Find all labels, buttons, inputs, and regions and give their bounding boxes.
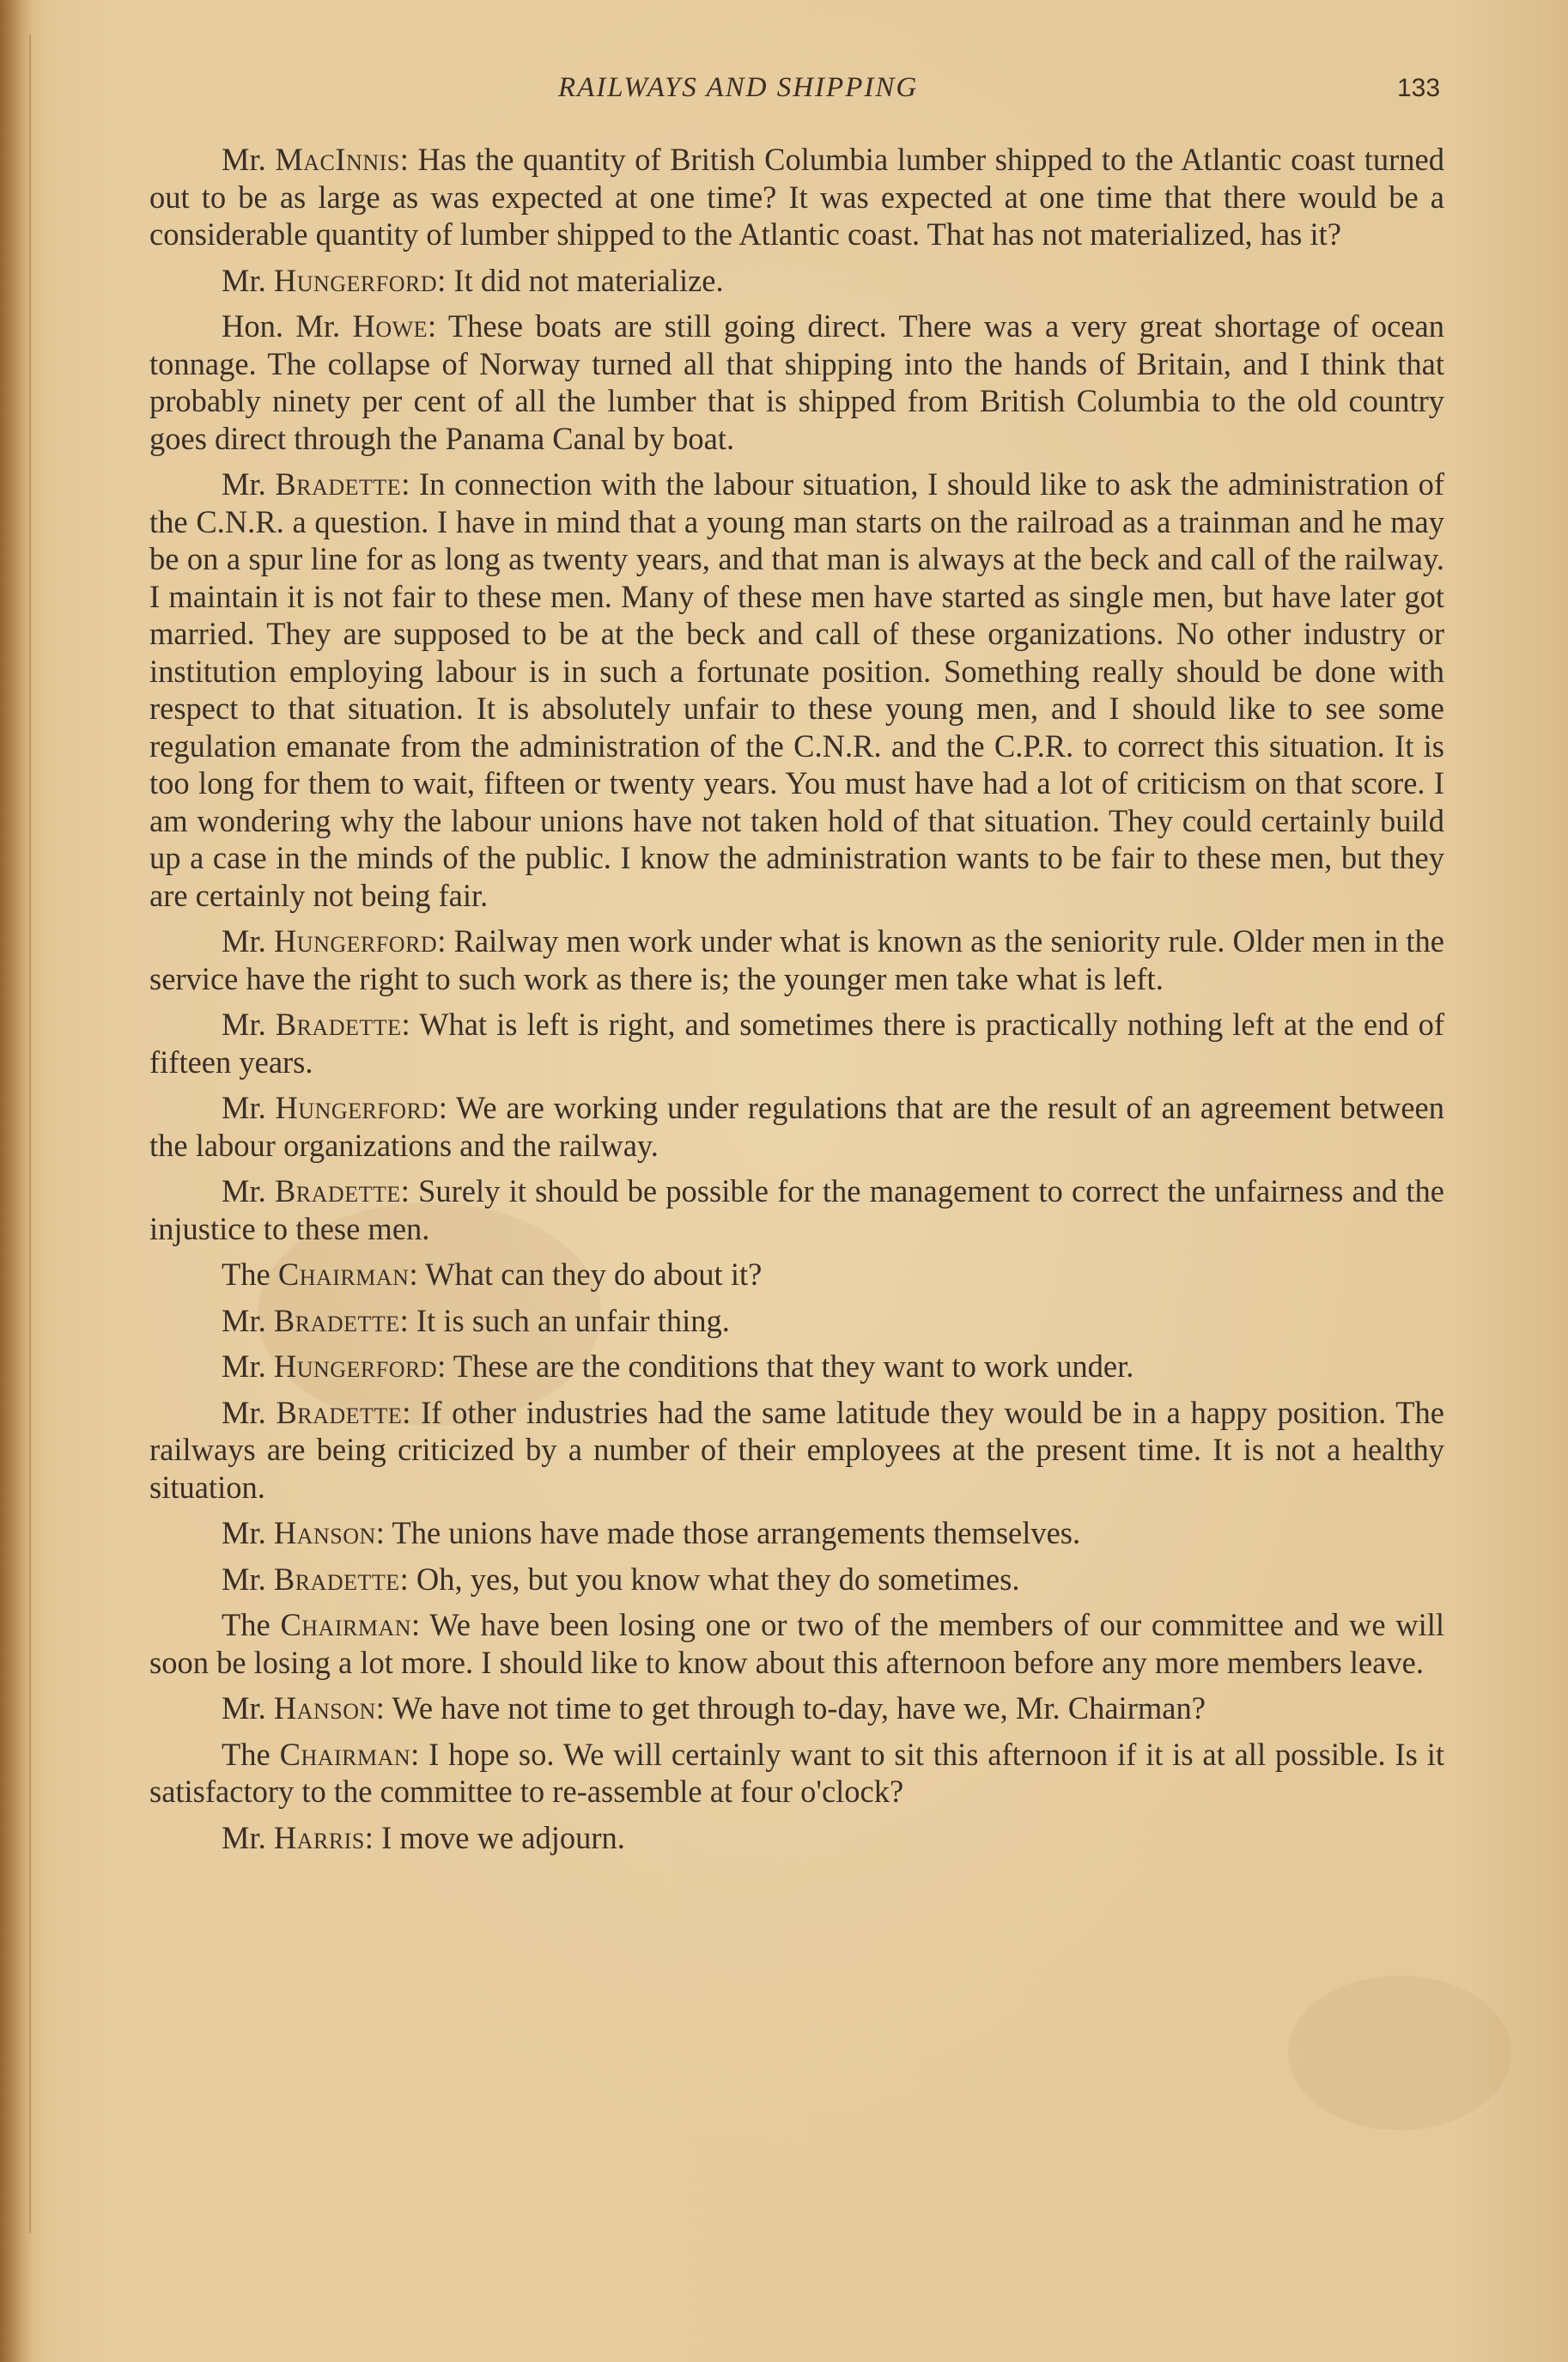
speaker-name: Hungerford xyxy=(273,1348,438,1384)
speaker-name: Chairman xyxy=(277,1257,410,1292)
speaker-name: Bradette xyxy=(273,1561,400,1597)
paragraph-text: Has the quantity of British Columbia lumber shipped to the Atlantic coast turned out to be as large as was expected at one time? It was expected at one time that there would be a considerable quantity of lumber shipped to the Atlantic coast. That has not materialized, has it? xyxy=(149,142,1444,252)
paragraph-text: The unions have made those arrangements themselves. xyxy=(392,1515,1081,1550)
transcript-paragraph: Mr. Hungerford: Railway men work under what is known as the seniority rule. Older men in the service have the right to such work as there is; the younger men take what is left. xyxy=(149,923,1445,996)
speaker-name: Bradette xyxy=(273,1302,400,1338)
transcript-paragraph: The Chairman: I hope so. We will certainly want to sit this afternoon if it is at all possible. Is it satisfactory to the committee to re-assemble at four o'clock? xyxy=(149,1736,1444,1809)
page-number: 133 xyxy=(1397,74,1441,102)
paper-stain xyxy=(1288,1975,1511,2130)
speaker-name: Chairman xyxy=(280,1607,412,1642)
transcript-paragraph: Mr. Hungerford: These are the conditions that they want to work under. xyxy=(222,1348,1134,1384)
page-header xyxy=(0,72,1568,115)
paragraph-text: I hope so. We will certainly want to sit this afternoon if it is at all possible. Is it satisfactory to the committee to re-assemble at four o'clock? xyxy=(149,1736,1444,1809)
speaker-name: Harris xyxy=(273,1819,365,1855)
running-title: RAILWAYS AND SHIPPING xyxy=(558,72,919,103)
speaker-name: Hungerford xyxy=(273,923,438,959)
transcript-paragraph: Mr. Bradette: It is such an unfair thing. xyxy=(222,1302,730,1338)
transcript-paragraph: Mr. Hanson: The unions have made those arrangements themselves. xyxy=(222,1515,1081,1550)
paragraph-text: We have been losing one or two of the members of our committee and we will soon be losing a lot more. I should like to know about this afternoon before any more members leave. xyxy=(149,1607,1444,1680)
paragraph-text: These are the conditions that they want to work under. xyxy=(453,1348,1134,1384)
paragraph-text: It is such an unfair thing. xyxy=(416,1302,730,1338)
transcript-paragraph: The Chairman: We have been losing one or two of the members of our committee and we will soon be losing a lot more. I should like to know about this afternoon before any more members leave. xyxy=(149,1607,1444,1680)
spine-crease xyxy=(29,34,31,2233)
transcript-paragraph: Mr. Bradette: Oh, yes, but you know what they do sometimes. xyxy=(222,1561,1020,1597)
speaker-name: Bradette xyxy=(274,1173,401,1208)
speaker-name: Chairman xyxy=(279,1736,411,1772)
paragraph-text: What can they do about it? xyxy=(425,1257,763,1292)
speaker-name: Hungerford xyxy=(273,262,438,298)
speaker-name: Hungerford xyxy=(275,1090,439,1125)
paragraph-text: Oh, yes, but you know what they do sometimes. xyxy=(416,1561,1020,1597)
speaker-name: Howe xyxy=(352,308,428,344)
transcript-body xyxy=(149,141,1444,1865)
transcript-paragraph: Mr. MacInnis: Has the quantity of British Columbia lumber shipped to the Atlantic coast turned out to be as large as was expected at one time? It was expected at one time that there would be a considerable quantity of lumber shipped to the Atlantic coast. That has not materialized, has it? xyxy=(149,142,1444,252)
transcript-paragraph: The Chairman: What can they do about it? xyxy=(222,1257,763,1292)
paragraph-text: These boats are still going direct. There was a very great shortage of ocean tonnage. The collapse of Norway turned all that shipping into the hands of Britain, and I think that probably ninety per cent of all the lumber that is shipped from British Columbia to the old country goes direct through the Panama Canal by boat. xyxy=(149,308,1444,456)
speaker-name: Bradette xyxy=(276,1394,403,1430)
speaker-name: Bradette xyxy=(275,466,402,502)
paragraph-text: In connection with the labour situation, I should like to ask the administration of the C.N.R. a question. I have in mind that a young man starts on the railroad as a trainman and he may be on a spur line for as long as twenty years, and that man is always at the beck and call of the railway. I maintain it is not fair to these men. Many of these men have started as single men, but have later got married. They are supposed to be at the beck and call of these organizations. No other industry or institution employing labour is in such a fortunate position. Something really should be done with respect to that situation. It is absolutely unfair to these young men, and I should like to see some regulation emanate from the administration of the C.N.R. and the C.P.R. to correct this situation. It is too long for them to wait, fifteen or twenty years. You must have had a lot of criticism on that score. I am wondering why the labour unions have not taken hold of that situation. They could certainly build up a case in the minds of the public. I know the administration wants to be fair to these men, but they are certainly not being fair. xyxy=(149,466,1444,913)
paragraph-text: I move we adjourn. xyxy=(381,1819,625,1855)
paragraph-text: What is left is right, and sometimes there is practically nothing left at the end of fifteen years. xyxy=(149,1007,1444,1080)
speaker-name: MacInnis xyxy=(275,142,400,177)
speaker-name: Hanson xyxy=(273,1515,376,1550)
transcript-paragraph: Mr. Bradette: Surely it should be possible for the management to correct the unfairness and the injustice to these men. xyxy=(149,1173,1444,1246)
paragraph-text: Surely it should be possible for the management to correct the unfairness and the injustice to these men. xyxy=(149,1173,1444,1246)
paragraph-text: We have not time to get through to-day, have we, Mr. Chairman? xyxy=(392,1690,1206,1726)
transcript-paragraph: Mr. Hanson: We have not time to get through to-day, have we, Mr. Chairman? xyxy=(222,1690,1206,1726)
transcript-paragraph: Mr. Bradette: In connection with the labour situation, I should like to ask the administration of the C.N.R. a question. I have in mind that a young man starts on the railroad as a trainman and he may be on a spur line for as long as twenty years, and that man is always at the beck and call of the railway. I maintain it is not fair to these men. Many of these men have started as single men, but have later got married. They are supposed to be at the beck and call of these organizations. No other industry or institution employing labour is in such a fortunate position. Something really should be done with respect to that situation. It is absolutely unfair to these young men, and I should like to see some regulation emanate from the administration of the C.N.R. and the C.P.R. to correct this situation. It is too long for them to wait, fifteen or twenty years. You must have had a lot of criticism on that score. I am wondering why the labour unions have not taken hold of that situation. They could certainly build up a case in the minds of the public. I know the administration wants to be fair to these men, but they are certainly not being fair. xyxy=(149,466,1444,913)
speaker-name: Bradette xyxy=(275,1007,402,1042)
paragraph-text: If other industries had the same latitude they would be in a happy position. The railways are being criticized by a number of their employees at the present time. It is not a healthy situation. xyxy=(149,1394,1444,1505)
paragraph-text: It did not materialize. xyxy=(453,262,724,298)
transcript-paragraph: Mr. Bradette: If other industries had the same latitude they would be in a happy position. The railways are being criticized by a number of their employees at the present time. It is not a healthy situation. xyxy=(149,1394,1444,1505)
speaker-name: Hanson xyxy=(273,1690,376,1726)
transcript-paragraph: Hon. Mr. Howe: These boats are still going direct. There was a very great shortage of ocean tonnage. The collapse of Norway turned all that shipping into the hands of Britain, and I think that probably ninety per cent of all the lumber that is shipped from British Columbia to the old country goes direct through the Panama Canal by boat. xyxy=(149,308,1444,456)
transcript-paragraph: Mr. Bradette: What is left is right, and sometimes there is practically nothing left at the end of fifteen years. xyxy=(149,1007,1444,1080)
transcript-paragraph: Mr. Hungerford: It did not materialize. xyxy=(222,262,724,298)
transcript-paragraph: Mr. Hungerford: We are working under regulations that are the result of an agreement between the labour organizations and the railway. xyxy=(149,1090,1444,1163)
paragraph-text: Railway men work under what is known as the seniority rule. Older men in the service have the right to such work as there is; the younger men take what is left. xyxy=(149,923,1445,996)
transcript-paragraph: Mr. Harris: I move we adjourn. xyxy=(222,1819,625,1855)
paragraph-text: We are working under regulations that are the result of an agreement between the labour organizations and the railway. xyxy=(149,1090,1444,1163)
